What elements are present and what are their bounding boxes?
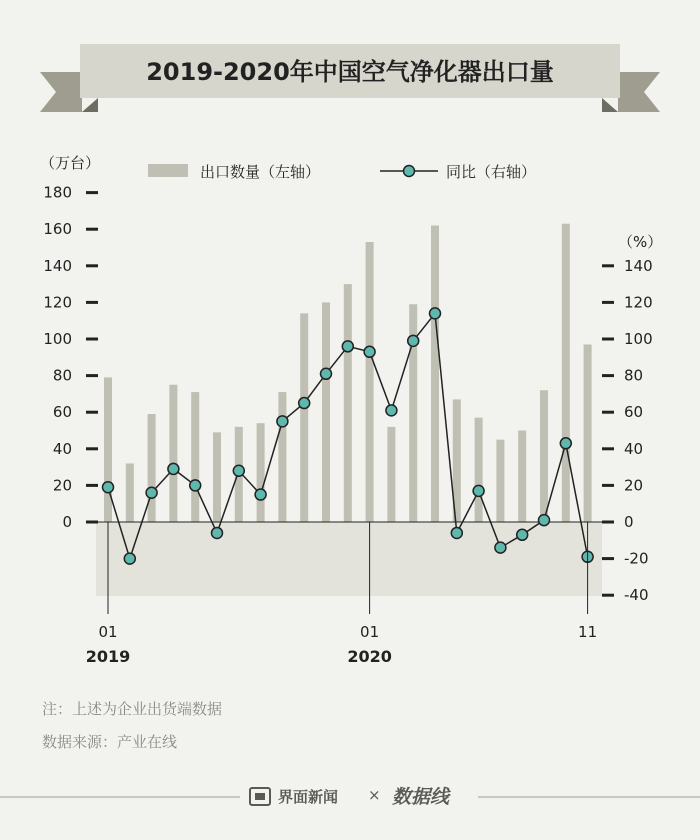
bar-3 xyxy=(169,385,177,522)
legend-line-label: 同比（右轴） xyxy=(446,163,537,181)
left-tick-label-7: 140 xyxy=(43,256,72,275)
left-tick-label-9: 180 xyxy=(43,183,72,202)
x-month-label-1: 01 xyxy=(360,623,380,641)
right-tick-label-9: 140 xyxy=(624,256,653,275)
left-tick-label-3: 60 xyxy=(52,403,72,422)
yoy-point-2 xyxy=(146,487,157,498)
bar-21 xyxy=(562,224,570,522)
ribbon-left-tail xyxy=(40,72,82,112)
left-axis-unit: （万台） xyxy=(40,154,101,172)
bar-series xyxy=(104,224,592,522)
yoy-point-4 xyxy=(190,480,201,491)
left-tick-label-2: 40 xyxy=(52,439,72,458)
right-tick-label-6: 80 xyxy=(624,366,644,385)
yoy-point-14 xyxy=(408,335,419,346)
yoy-point-6 xyxy=(233,465,244,476)
right-tick-label-2: 0 xyxy=(624,513,634,531)
left-tick-label-0: 0 xyxy=(62,513,72,531)
yoy-point-1 xyxy=(124,553,135,564)
x-month-label-0: 01 xyxy=(98,623,118,641)
ribbon-left-fold xyxy=(82,98,98,112)
yoy-point-13 xyxy=(386,405,397,416)
bar-10 xyxy=(322,302,330,522)
x-month-label-2: 11 xyxy=(578,623,598,641)
yoy-point-20 xyxy=(539,515,550,526)
left-tick-label-5: 100 xyxy=(43,330,72,348)
yoy-point-3 xyxy=(168,463,179,474)
yoy-point-0 xyxy=(103,482,114,493)
title-ribbon xyxy=(40,44,660,112)
right-tick-label-0: -40 xyxy=(624,586,649,605)
right-tick-label-4: 40 xyxy=(624,439,644,458)
yoy-point-8 xyxy=(277,416,288,427)
bar-12 xyxy=(366,242,374,522)
note-line-2: 数据来源：产业在线 xyxy=(42,733,178,751)
legend-bar-label: 出口数量（左轴） xyxy=(200,163,321,181)
left-tick-label-8: 160 xyxy=(43,220,72,239)
bar-18 xyxy=(496,440,504,522)
right-tick-label-7: 100 xyxy=(624,330,653,348)
chart-title: 2019-2020年中国空气净化器出口量 xyxy=(146,58,554,86)
bar-4 xyxy=(191,392,199,522)
bar-2 xyxy=(148,414,156,522)
yoy-point-5 xyxy=(212,527,223,538)
yoy-point-9 xyxy=(299,398,310,409)
bar-19 xyxy=(518,431,526,523)
bar-15 xyxy=(431,226,439,522)
bar-1 xyxy=(126,463,134,522)
ribbon-right-tail xyxy=(618,72,660,112)
yoy-point-10 xyxy=(321,368,332,379)
yoy-point-17 xyxy=(473,485,484,496)
x-year-label-0: 2019 xyxy=(85,647,131,666)
bar-13 xyxy=(387,427,395,522)
bar-11 xyxy=(344,284,352,522)
bar-8 xyxy=(278,392,286,522)
yoy-point-7 xyxy=(255,489,266,500)
yoy-point-16 xyxy=(451,527,462,538)
yoy-point-21 xyxy=(560,438,571,449)
ribbon-right-fold xyxy=(602,98,618,112)
yoy-point-15 xyxy=(430,308,441,319)
right-tick-label-1: -20 xyxy=(624,549,649,568)
right-tick-label-8: 120 xyxy=(624,293,653,312)
yoy-point-12 xyxy=(364,346,375,357)
footer-times: × xyxy=(368,786,381,804)
bar-22 xyxy=(584,344,592,522)
jiemian-logo-icon-inner xyxy=(255,793,265,800)
yoy-point-11 xyxy=(342,341,353,352)
legend-line-marker xyxy=(404,166,415,177)
bar-9 xyxy=(300,313,308,522)
bar-5 xyxy=(213,432,221,522)
yoy-point-19 xyxy=(517,529,528,540)
bar-20 xyxy=(540,390,548,522)
x-year-label-1: 2020 xyxy=(347,647,392,666)
yoy-point-18 xyxy=(495,542,506,553)
legend xyxy=(148,163,536,181)
bar-17 xyxy=(475,418,483,522)
footer-brand: 界面新闻 xyxy=(278,788,339,806)
right-axis-unit: （%） xyxy=(618,233,663,251)
bar-7 xyxy=(257,423,265,522)
legend-bar-swatch xyxy=(148,164,188,177)
left-tick-label-1: 20 xyxy=(52,476,72,495)
left-tick-label-4: 80 xyxy=(52,366,72,385)
right-tick-label-5: 60 xyxy=(624,403,644,422)
right-tick-label-3: 20 xyxy=(624,476,644,495)
bar-0 xyxy=(104,377,112,522)
footer-partner-logo: 数据线 xyxy=(392,786,450,808)
left-tick-label-6: 120 xyxy=(43,293,72,312)
note-line-1: 注：上述为企业出货端数据 xyxy=(42,700,223,718)
